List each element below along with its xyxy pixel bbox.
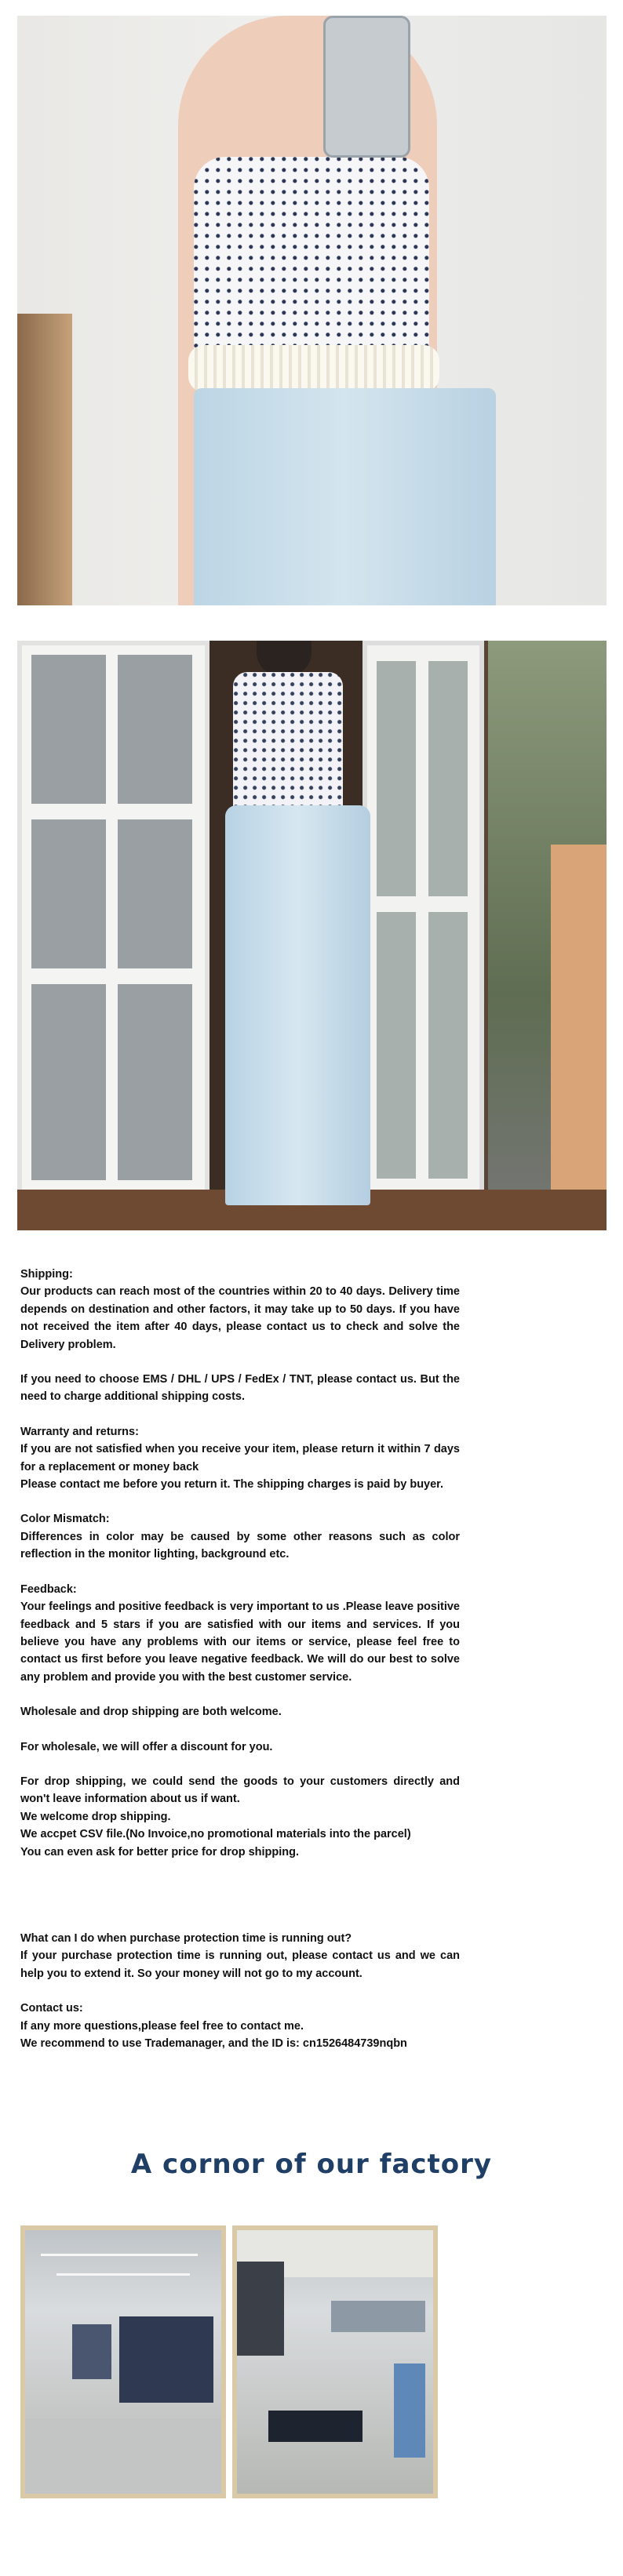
factory-title: A cornor of our factory (130, 2149, 493, 2180)
wooden-cabinet (551, 845, 607, 1230)
warranty-text: If you are not satisfied when you receive your item, please return it within 7 days for a replacement or money back (20, 1443, 460, 1473)
glass-door-right (363, 641, 484, 1213)
contact-text: If any more questions,please feel free to contact me. (20, 2019, 304, 2033)
warranty-heading: Warranty and returns: (20, 1425, 139, 1438)
store-policy (20, 1266, 460, 2052)
wide-leg-jeans (225, 805, 370, 1205)
glass-door-left (17, 641, 209, 1213)
shipping-text: Our products can reach most of the countries within 20 to 40 days. Delivery time depends on destination and other factors, it may take up to 50 days. If you have not received the item after 40 days, please contact us to check and solve the Delivery problem. (20, 1285, 460, 1351)
contact-text-2: We recommend to use Trademanager, and the ID is: cn1526484739nqbn (20, 2037, 407, 2050)
contact-heading: Contact us: (20, 2002, 83, 2015)
color-heading: Color Mismatch: (20, 1513, 110, 1526)
mirror-frame (17, 314, 72, 605)
feedback-heading: Feedback: (20, 1582, 77, 1596)
product-photo-2 (17, 641, 607, 1230)
wholesale-text: Wholesale and drop shipping are both welcome. (20, 1706, 282, 1719)
drop-shipping-text-4: You can even ask for better price for drop shipping. (20, 1845, 300, 1858)
wide-leg-jeans (194, 388, 496, 605)
protection-heading: What can I do when purchase protection time is running out? (20, 1931, 352, 1945)
drop-shipping-text: For drop shipping, we could send the goods to your customers directly and won't leave information about us if want. (20, 1775, 460, 1806)
drop-shipping-text-3: We accpet CSV file.(No Invoice,no promotional materials into the parcel) (20, 1828, 411, 1841)
factory-photo-2 (232, 2225, 438, 2498)
drop-shipping-text-2: We welcome drop shipping. (20, 1810, 171, 1823)
product-photo-1 (17, 16, 607, 605)
protection-text: If your purchase protection time is running out, please contact us and we can help you to extend it. So your money will not go to my account. (20, 1949, 460, 1980)
factory-photo-1 (20, 2225, 226, 2498)
floral-camisole (233, 672, 343, 817)
feedback-text: Your feelings and positive feedback is very important to us .Please leave positive feedback and 5 stars if you are satisfied with our items and services. If you believe you have any problems with our items or service, please feel free to contact us first before you leave negative feedback. We will do our best to solve any problem and provide you with the best customer service. (20, 1600, 460, 1684)
lace-trim (188, 345, 439, 392)
phone (323, 16, 410, 158)
shipping-heading: Shipping: (20, 1268, 73, 1281)
warranty-text-2: Please contact me before you return it. The shipping charges is paid by buyer. (20, 1478, 444, 1491)
discount-text: For wholesale, we will offer a discount for you. (20, 1740, 273, 1753)
express-text: If you need to choose EMS / DHL / UPS / FedEx / TNT, please contact us. But the need to charge additional shipping costs. (20, 1373, 460, 1404)
color-text: Differences in color may be caused by some other reasons such as color reflection in the monitor lighting, background etc. (20, 1530, 460, 1561)
